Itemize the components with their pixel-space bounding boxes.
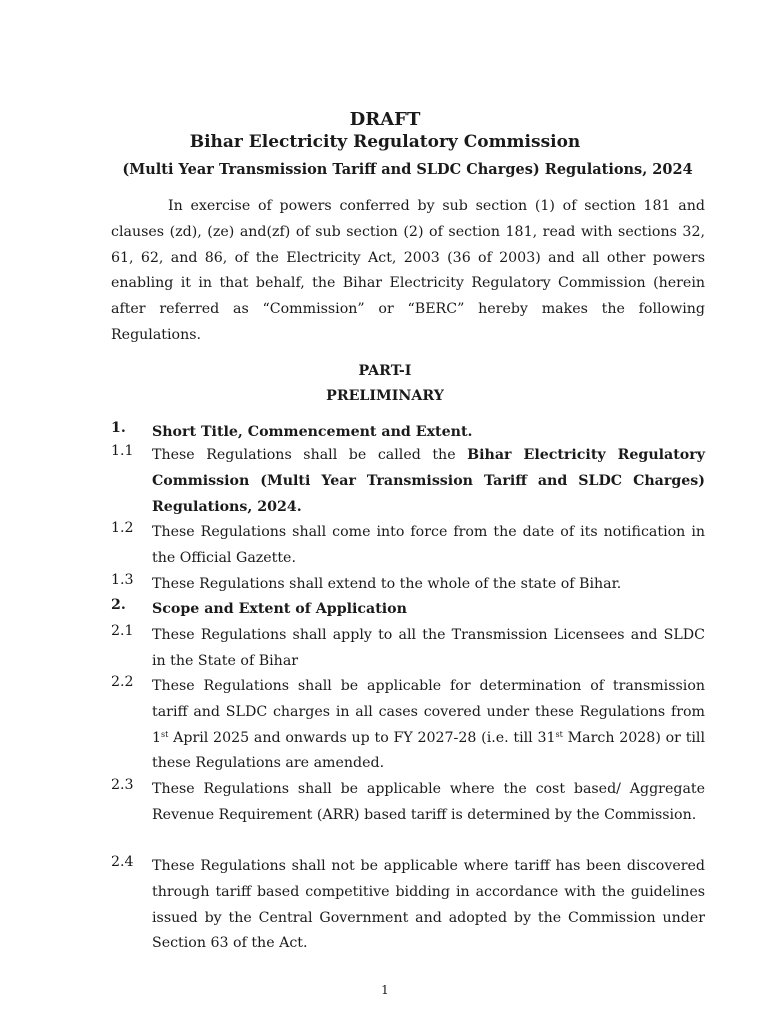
- draft-label: DRAFT: [349, 109, 421, 130]
- preamble-paragraph: In exercise of powers conferred by sub section (1) of section 181 and clauses (zd), (ze) and(zf) of sub section (2) of section 181, read with sections 32, 61, 62, and 86, of the Electricity Act, 2003 (36 of 2003) and all other powers enabling it in that behalf, the Bihar Electricity Regulatory Commission (herein after referred as “Commission” or “BERC” hereby makes the following Regulations.: [111, 198, 705, 343]
- clause-number: 1.3: [111, 572, 134, 588]
- page-number: 1: [381, 983, 389, 997]
- clause-number: 1.1: [111, 443, 134, 459]
- section-heading: [111, 420, 705, 446]
- clause-text: [152, 674, 705, 777]
- clause-text: [152, 443, 705, 520]
- clause-text-part: March 2028) or till these Regulations are amended.: [152, 729, 706, 772]
- part-number: PART-I: [358, 363, 412, 379]
- clause-text-plain: These Regulations shall be called the: [152, 447, 468, 463]
- clause: [111, 674, 705, 777]
- clause: [111, 572, 705, 598]
- clause-text: These Regulations shall not be applicable where tariff has been discovered through tariff based competitive bidding in accordance with the guidelines issued by the Central Government and adopted by the Commission under Section 63 of the Act.: [152, 858, 705, 952]
- clause-number: 2.2: [111, 674, 134, 690]
- clause-number: 2.3: [111, 777, 134, 793]
- clause: [111, 520, 705, 572]
- clause-text-bold: Bihar Electricity Regulatory Commission (Multi Year Transmission Tariff and SLDC Charges) Regulations, 2024.: [152, 447, 705, 515]
- clause-text-part: These Regulations shall be applicable for determination of transmission tariff and SLDC charges in all cases covered under these Regulations from 1: [152, 678, 705, 746]
- clause-text: These Regulations shall be applicable where the cost based/ Aggregate Revenue Requirement (ARR) based tariff is determined by the Commission.: [152, 781, 705, 823]
- ordinal-superscript: st: [161, 729, 169, 739]
- clause-text: These Regulations shall come into force from the date of its notification in the Official Gazette.: [152, 524, 705, 566]
- section-title: Short Title, Commencement and Extent.: [152, 424, 473, 440]
- clause: [111, 777, 705, 829]
- clause: [111, 854, 705, 957]
- commission-title: Bihar Electricity Regulatory Commission: [189, 132, 581, 152]
- clause: [111, 623, 705, 675]
- clause-text: These Regulations shall extend to the whole of the state of Bihar.: [152, 576, 622, 592]
- clause-number: 2.4: [111, 854, 134, 870]
- regulation-title: (Multi Year Transmission Tariff and SLDC Charges) Regulations, 2024: [122, 161, 693, 178]
- clause-number: 1.2: [111, 520, 134, 536]
- clause-text-part: April 2025 and onwards up to FY 2027-28 (i.e. till 31: [168, 729, 556, 746]
- clause-number: 2.1: [111, 623, 134, 639]
- ordinal-superscript: st: [555, 729, 563, 739]
- section-number: 1.: [111, 420, 126, 436]
- clause: [111, 443, 705, 520]
- section-heading: [111, 597, 705, 623]
- section-title: Scope and Extent of Application: [152, 601, 407, 617]
- clause-text: These Regulations shall apply to all the Transmission Licensees and SLDC in the State of Bihar: [152, 627, 705, 669]
- section-number: 2.: [111, 597, 126, 613]
- part-title: PRELIMINARY: [326, 388, 444, 404]
